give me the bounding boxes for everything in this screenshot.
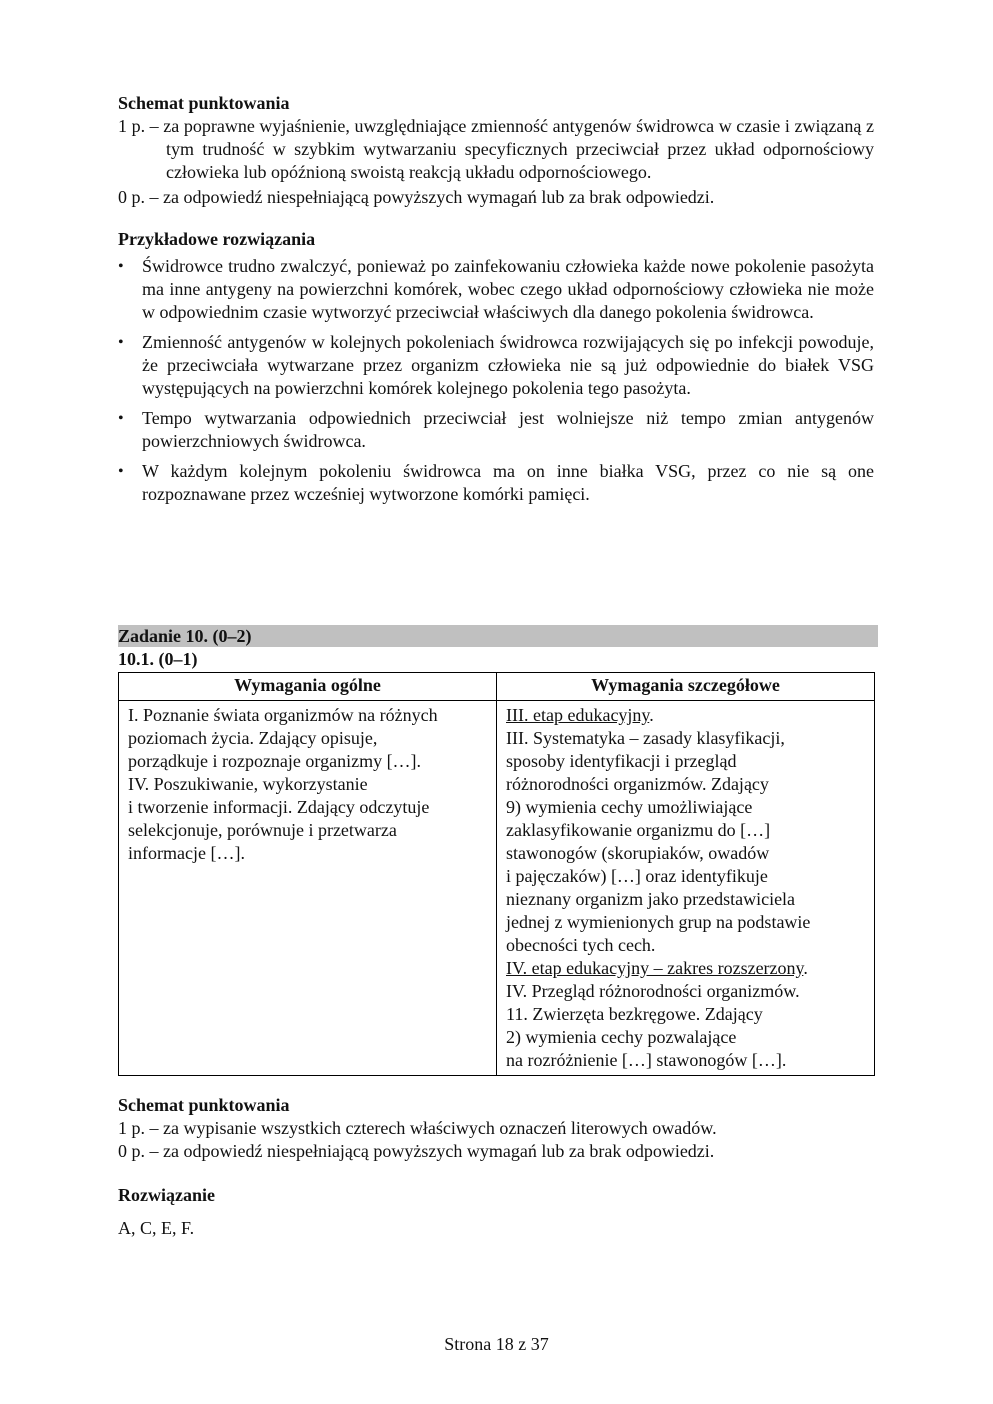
general-line: informacje […]. — [128, 843, 245, 863]
column-header-detailed: Wymagania szczegółowe — [497, 673, 875, 701]
scoring-zero-point: 0 p. – za odpowiedź niespełniającą powyższych wymagań lub za brak odpowiedzi. — [118, 1141, 715, 1161]
detail-line: nieznany organizm jako przedstawiciela — [506, 889, 796, 909]
list-item: • Zmienność antygenów w kolejnych pokoleniach świdrowca rozwijających się po infekcji powoduje, że przeciwciała wytwarzane przez organizm człowieka nie są już odpowiednie do białek VSG występujących na powierzchni komórek kolejnego pokolenia tego pasożyta. — [118, 332, 874, 398]
scoring-heading: Schemat punktowania — [118, 93, 290, 113]
bullet-icon: • — [118, 258, 124, 275]
general-line: poziomach życia. Zdający opisuje, — [128, 728, 378, 748]
general-line: i tworzenie informacji. Zdający odczytuje — [128, 797, 430, 817]
scoring-one-point: 1 p. – za wypisanie wszystkich czterech właściwych oznaczeń literowych owadów. — [118, 1118, 717, 1138]
scoring-zero-point: 0 p. – za odpowiedź niespełniającą powyższych wymagań lub za brak odpowiedzi. — [118, 187, 715, 207]
detail-line: stawonogów (skorupiaków, owadów — [506, 843, 770, 863]
detail-line: 2) wymienia cechy pozwalające — [506, 1027, 737, 1047]
detail-line: zaklasyfikowanie organizmu do […] — [506, 820, 771, 840]
column-header-general: Wymagania ogólne — [119, 673, 497, 701]
list-item: • Świdrowce trudno zwalczyć, ponieważ po zainfekowaniu człowieka każde nowe pokolenie pasożyta ma inne antygeny na powierzchni komórek, wobec czego układ odpornościowy człowieka nie może w odpowiednim czasie wytworzyć przeciwciał właściwych dla danego pokolenia świdrowca. — [118, 256, 874, 322]
table-header-row — [119, 673, 875, 701]
detail-line: na rozróżnienie […] stawonogów […]. — [506, 1050, 787, 1070]
detail-line: różnorodności organizmów. Zdający — [506, 774, 769, 794]
general-line: I. Poznanie świata organizmów na różnych — [128, 705, 438, 725]
page-number: Strona 18 z 37 — [444, 1334, 549, 1354]
solution-answer: A, C, E, F. — [118, 1218, 195, 1238]
stage4-label: IV. etap edukacyjny – zakres rozszerzony — [506, 958, 804, 978]
general-line: selekcjonuje, porównuje i przetwarza — [128, 820, 397, 840]
examples-heading: Przykładowe rozwiązania — [118, 229, 316, 249]
task-title: Zadanie 10. (0–2) — [118, 625, 878, 647]
detail-line: 9) wymienia cechy umożliwiające — [506, 797, 753, 817]
detail-line: i pajęczaków) […] oraz identyfikuje — [506, 866, 768, 886]
examples-list — [118, 255, 874, 506]
detail-line: 11. Zwierzęta bezkręgowe. Zdający — [506, 1004, 763, 1024]
stage3-label-line: III. etap edukacyjny. — [506, 705, 654, 725]
bullet-icon: • — [118, 410, 124, 427]
list-item: • Tempo wytwarzania odpowiednich przeciwciał jest wolniejsze niż tempo zmian antygenów powierzchniowych świdrowca. — [118, 408, 874, 451]
requirements-table — [118, 672, 875, 1076]
scoring-heading: Schemat punktowania — [118, 1095, 290, 1115]
detailed-requirements-cell — [497, 701, 875, 1076]
stage3-label: III. etap edukacyjny — [506, 705, 650, 725]
bullet-icon: • — [118, 334, 124, 351]
detail-line: III. Systematyka – zasady klasyfikacji, — [506, 728, 785, 748]
detail-line: IV. Przegląd różnorodności organizmów. — [506, 981, 800, 1001]
solution-heading: Rozwiązanie — [118, 1185, 215, 1205]
subtask-title: 10.1. (0–1) — [118, 649, 198, 669]
bullet-icon: • — [118, 463, 124, 480]
general-line: porządkuje i rozpoznaje organizmy […]. — [128, 751, 422, 771]
list-item: • W każdym kolejnym pokoleniu świdrowca ma on inne białka VSG, przez co nie są one rozpoznawane przez wcześniej wytworzone komórki pamięci. — [118, 461, 874, 504]
scoring-section-2 — [118, 1094, 874, 1240]
general-requirements-cell — [119, 701, 497, 1076]
detail-line: obecności tych cech. — [506, 935, 656, 955]
table-row — [119, 701, 875, 1076]
detail-line: jednej z wymienionych grup na podstawie — [506, 912, 811, 932]
scoring-one-point: 1 p. – za poprawne wyjaśnienie, uwzględniające zmienność antygenów świdrowca w czasie i związaną z tym trudność w szybkim wytwarzaniu specyficznych przeciwciał przez układ odpornościowy człowieka lub opóźnioną swoistą reakcją układu odpornościowego. — [118, 116, 874, 182]
scoring-section-1 — [118, 92, 874, 513]
general-line: IV. Poszukiwanie, wykorzystanie — [128, 774, 368, 794]
stage4-label-line: IV. etap edukacyjny – zakres rozszerzony. — [506, 958, 808, 978]
detail-line: sposoby identyfikacji i przegląd — [506, 751, 737, 771]
